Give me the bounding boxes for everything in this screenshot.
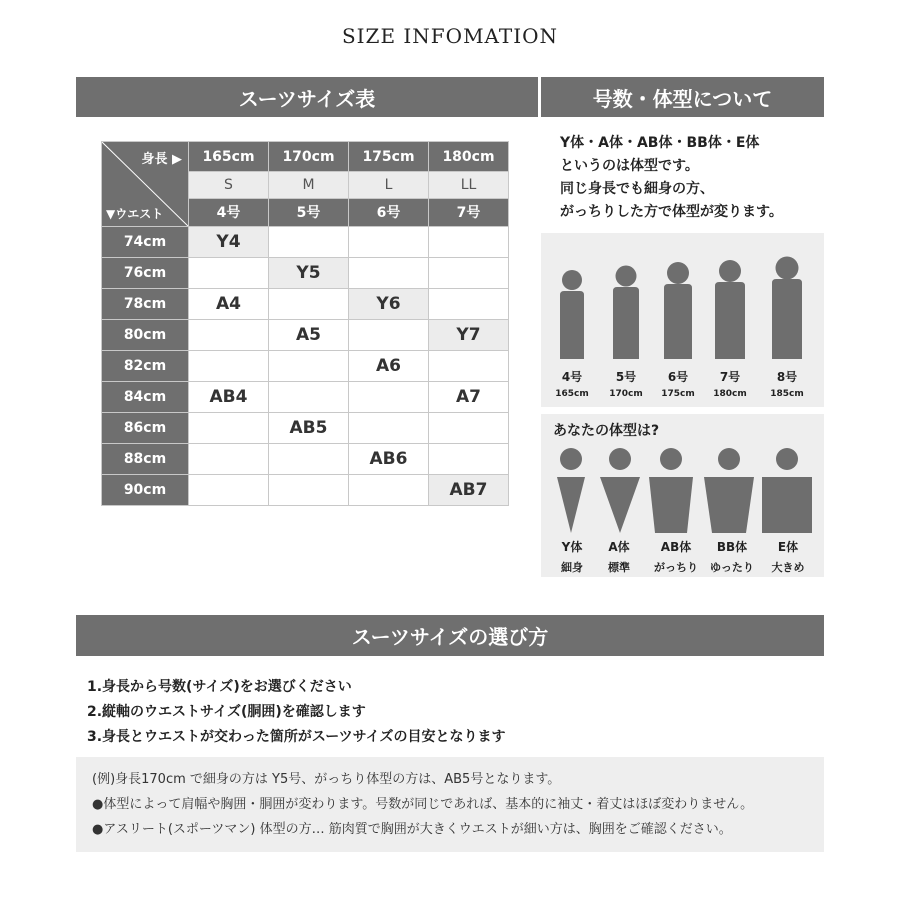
intro-line: Y体・A体・AB体・BB体・E体 [560, 135, 760, 151]
size-cell: AB7 [429, 475, 509, 506]
height-header: 175cm [349, 142, 429, 172]
size-letter-header: S [189, 172, 269, 199]
size-letter-header: M [269, 172, 349, 199]
size-cell: AB5 [269, 413, 349, 444]
figure-label [767, 368, 807, 399]
person-icon [560, 270, 584, 359]
figure-height: 170cm [609, 389, 643, 399]
figure-size-number: 6号 [667, 370, 689, 384]
size-cell [349, 382, 429, 413]
body-type-desc: 細身 [561, 561, 583, 574]
body-type-label [551, 538, 593, 575]
person-icon [613, 266, 639, 360]
how-to-heading: スーツサイズの選び方 [76, 615, 824, 656]
table-row [102, 258, 509, 289]
size-cell [269, 351, 349, 382]
size-cell [269, 475, 349, 506]
note-item: ●体型によって肩幅や胸囲・胴囲が変わります。号数が同じであれば、基本的に袖丈・着丈はほぼ変わりません。 [92, 797, 754, 812]
bb-type-body-icon [704, 448, 754, 533]
intro-line: 同じ身長でも細身の方、 [560, 181, 714, 197]
size-cell [349, 320, 429, 351]
waist-axis-label: ▼ウエスト [106, 207, 164, 221]
figure-size-number: 8号 [776, 370, 798, 384]
figure-height: 180cm [713, 389, 747, 399]
body-type-label [598, 538, 640, 575]
size-cell: Y5 [269, 258, 349, 289]
waist-header: 76cm [102, 258, 189, 289]
size-cell [269, 444, 349, 475]
table-corner [102, 142, 189, 227]
y-type-body-icon [557, 448, 585, 533]
size-letter-header: LL [429, 172, 509, 199]
size-cell [269, 289, 349, 320]
figure-size-number: 7号 [719, 370, 741, 384]
note-item: ●アスリート(スポーツマン) 体型の方… 筋肉質で胸囲が大きくウエストが細い方は、胸囲をご確認ください。 [92, 822, 732, 837]
body-type-name: Y体 [561, 540, 583, 554]
size-number-header: 6号 [349, 198, 429, 226]
size-number-header: 5号 [269, 198, 349, 226]
table-row [102, 351, 509, 382]
body-type-heading: 号数・体型について [541, 77, 824, 117]
size-cell [349, 258, 429, 289]
figure-label [710, 368, 750, 399]
page-title: SIZE INFOMATION [341, 24, 559, 48]
size-cell: Y4 [189, 227, 269, 258]
size-cell: A7 [429, 382, 509, 413]
body-type-figures [541, 440, 824, 540]
height-header: 180cm [429, 142, 509, 172]
body-type-desc: ゆったり [710, 561, 754, 574]
size-cell [189, 413, 269, 444]
note-item: (例)身長170cm で細身の方は Y5号、がっちり体型の方は、AB5号となります。 [92, 772, 561, 787]
figure-label [606, 368, 646, 399]
body-type-desc: 標準 [608, 561, 630, 574]
table-row [102, 444, 509, 475]
e-type-body-icon [762, 448, 812, 533]
size-table-heading: スーツサイズ表 [76, 77, 538, 117]
body-type-label [762, 538, 814, 575]
step-item: 1.身長から号数(サイズ)をお選びください [87, 679, 352, 695]
size-cell [349, 475, 429, 506]
step-item: 3.身長とウエストが交わった箇所がスーツサイズの目安となります [87, 729, 506, 745]
figure-size-number: 5号 [615, 370, 637, 384]
size-cell: AB6 [349, 444, 429, 475]
size-cell [429, 413, 509, 444]
a-type-body-icon [600, 448, 640, 533]
body-type-label [646, 538, 706, 575]
height-axis-label: 身長 ▶ [141, 152, 182, 167]
size-cell: A6 [349, 351, 429, 382]
waist-header: 84cm [102, 382, 189, 413]
size-letter-header: L [349, 172, 429, 199]
size-cell [429, 258, 509, 289]
waist-header: 74cm [102, 227, 189, 258]
table-row [102, 289, 509, 320]
size-number-header: 7号 [429, 198, 509, 226]
figure-size-number: 4号 [561, 370, 583, 384]
body-type-intro [560, 132, 783, 224]
waist-header: 86cm [102, 413, 189, 444]
size-cell [429, 227, 509, 258]
size-cell [429, 444, 509, 475]
table-row [102, 413, 509, 444]
figure-label [552, 368, 592, 399]
size-cell: A5 [269, 320, 349, 351]
body-type-desc: 大きめ [771, 561, 805, 574]
waist-header: 82cm [102, 351, 189, 382]
person-icon [772, 257, 802, 360]
size-cell [349, 227, 429, 258]
triangle-right-icon: ▶ [172, 152, 182, 167]
table-row [102, 475, 509, 506]
table-row [102, 227, 509, 258]
notes [92, 767, 753, 842]
waist-header: 78cm [102, 289, 189, 320]
waist-header: 88cm [102, 444, 189, 475]
size-cell [189, 475, 269, 506]
table-row [102, 320, 509, 351]
step-item: 2.縦軸のウエストサイズ(胴囲)を確認します [87, 704, 366, 720]
figure-height: 185cm [770, 389, 804, 399]
table-row [102, 382, 509, 413]
body-type-name: E体 [777, 540, 799, 554]
height-figures [541, 233, 824, 363]
size-cell [189, 444, 269, 475]
size-cell: Y6 [349, 289, 429, 320]
body-type-label [702, 538, 762, 575]
size-cell: AB4 [189, 382, 269, 413]
ab-type-body-icon [649, 448, 693, 533]
size-cell [269, 382, 349, 413]
size-cell [189, 351, 269, 382]
size-cell: A4 [189, 289, 269, 320]
size-table [101, 141, 509, 506]
how-to-steps [87, 675, 506, 750]
height-header: 170cm [269, 142, 349, 172]
figure-height: 165cm [555, 389, 589, 399]
intro-line: がっちりした方で体型が変ります。 [560, 204, 783, 220]
triangle-down-icon: ▼ [106, 207, 116, 221]
size-cell [429, 351, 509, 382]
size-cell: Y7 [429, 320, 509, 351]
body-type-name: A体 [608, 540, 630, 554]
figure-label [658, 368, 698, 399]
size-cell [189, 258, 269, 289]
size-cell [269, 227, 349, 258]
size-cell [189, 320, 269, 351]
person-icon [664, 262, 692, 359]
body-type-name: AB体 [660, 540, 692, 554]
figure-height: 175cm [661, 389, 695, 399]
body-type-desc: がっちり [654, 561, 698, 574]
height-header: 165cm [189, 142, 269, 172]
body-type-question: あなたの体型は? [553, 423, 660, 439]
size-cell [349, 413, 429, 444]
intro-line: というのは体型です。 [560, 158, 699, 174]
size-number-header: 4号 [189, 198, 269, 226]
waist-header: 90cm [102, 475, 189, 506]
body-type-name: BB体 [716, 540, 748, 554]
person-icon [715, 260, 745, 359]
size-cell [429, 289, 509, 320]
waist-header: 80cm [102, 320, 189, 351]
